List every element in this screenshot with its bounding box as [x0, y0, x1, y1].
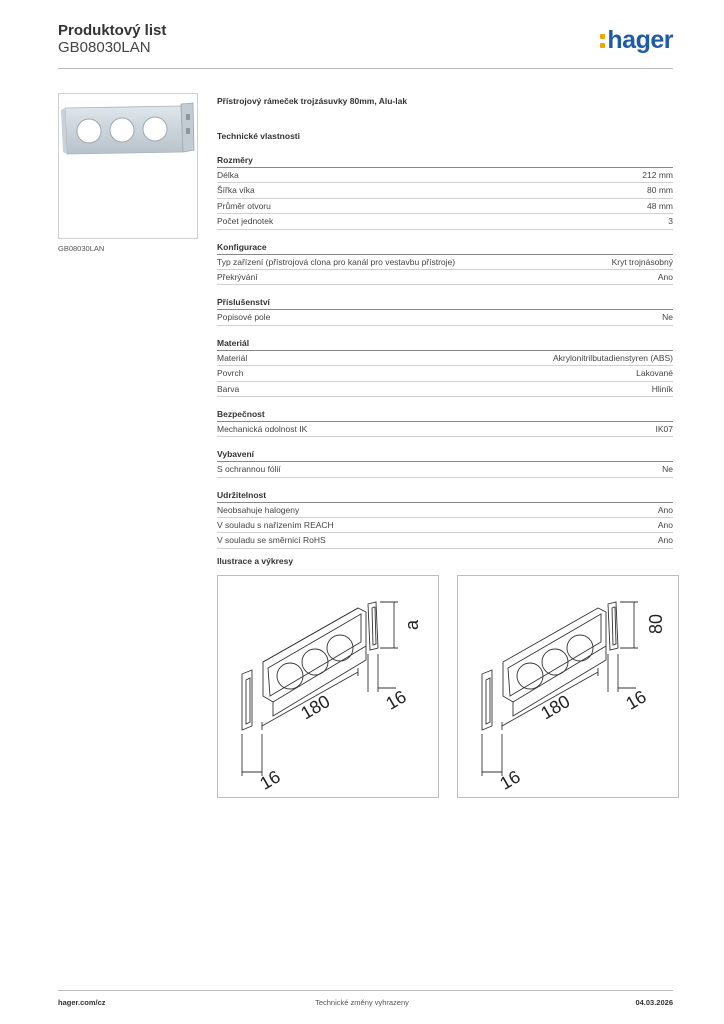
spec-value: 3 [668, 216, 673, 227]
document-title: Produktový list [58, 22, 167, 39]
spec-label: Neobsahuje halogeny [217, 504, 300, 515]
spec-value: 212 mm [642, 170, 673, 180]
spec-label: V souladu s nařízením REACH [217, 520, 334, 531]
section-title: Materiál [217, 338, 673, 351]
spec-value: 80 mm [647, 185, 673, 196]
section-sustainability [217, 490, 673, 549]
spec-value: Ano [657, 535, 673, 546]
technical-drawing-1 [217, 575, 439, 798]
illustrations-title: Ilustrace a výkresy [217, 556, 294, 566]
spec-row [217, 351, 673, 366]
spec-value: Ne [662, 312, 673, 323]
page-header [58, 22, 673, 70]
section-material [217, 338, 673, 397]
spec-label: Povrch [217, 368, 244, 379]
spec-row [217, 270, 673, 285]
spec-label: Šířka víka [217, 185, 255, 196]
spec-row [217, 168, 673, 183]
footer-date: 04.03.2026 [635, 998, 673, 1007]
product-photo [58, 93, 198, 239]
spec-content [217, 96, 673, 561]
dimension-height-label: 80 [646, 613, 666, 634]
spec-value: Ano [657, 520, 673, 531]
spec-value: Akrylonitrilbutadienstyren (ABS) [553, 352, 673, 363]
header-divider [58, 68, 673, 69]
dimension-length-label: 180 [537, 691, 574, 724]
technical-drawing-2 [457, 575, 679, 798]
spec-row [217, 533, 673, 548]
spec-label: Mechanická odolnost IK [217, 423, 308, 434]
product-name: Přístrojový rámeček trojzásuvky 80mm, Alu-lak [217, 96, 408, 106]
spec-value: Ano [657, 504, 673, 515]
section-title: Udržitelnost [217, 490, 673, 503]
section-accessories [217, 297, 673, 325]
dimension-bottom-label: 16 [496, 766, 524, 794]
spec-label: S ochrannou fólií [217, 464, 281, 475]
spec-row [217, 310, 673, 325]
spec-value: Ano [657, 271, 673, 282]
footer-divider [58, 990, 673, 991]
section-equipment [217, 449, 673, 477]
footer-website-link[interactable]: hager.com/cz [58, 998, 106, 1007]
spec-row [217, 255, 673, 270]
spec-value: Hliník [651, 383, 673, 394]
spec-row [217, 214, 673, 229]
spec-row [217, 422, 673, 437]
spec-value: Kryt trojnásobný [611, 256, 673, 267]
section-title: Příslušenství [217, 297, 673, 310]
section-title: Konfigurace [217, 242, 673, 255]
section-title: Bezpečnost [217, 409, 673, 422]
section-dimensions [217, 155, 673, 230]
spec-value: 48 mm [647, 200, 673, 211]
dimension-height-label: a [402, 619, 422, 630]
section-safety [217, 409, 673, 437]
spec-row [217, 183, 673, 198]
spec-row [217, 366, 673, 381]
dimension-side-label: 16 [622, 686, 650, 714]
spec-label: Délka [217, 170, 239, 180]
photo-caption: GB08030LAN [58, 244, 105, 253]
product-code: GB08030LAN [58, 39, 151, 56]
spec-value: Ne [662, 464, 673, 475]
spec-value: Lakované [636, 368, 673, 379]
section-configuration [217, 242, 673, 286]
spec-label: V souladu se směrnicí RoHS [217, 535, 326, 546]
spec-label: Popisové pole [217, 312, 271, 323]
spec-label: Barva [217, 383, 240, 394]
spec-value: IK07 [655, 423, 673, 434]
section-title: Rozměry [217, 155, 673, 168]
dimension-side-label: 16 [382, 686, 410, 714]
footer-note: Technické změny vyhrazeny [315, 998, 409, 1007]
logo-dots-icon [600, 32, 606, 50]
logo-text: hager [607, 26, 673, 54]
spec-row [217, 462, 673, 477]
spec-label: Typ zařízení (přístrojová clona pro kanál pro vestavbu přístroje) [217, 256, 456, 267]
spec-row [217, 503, 673, 518]
technical-properties-title: Technické vlastnosti [217, 131, 300, 141]
spec-label: Materiál [217, 352, 248, 363]
section-title: Vybavení [217, 449, 673, 462]
hager-logo [600, 26, 673, 55]
dimension-bottom-label: 16 [256, 766, 284, 794]
spec-row [217, 518, 673, 533]
spec-row [217, 382, 673, 397]
spec-label: Průměr otvoru [217, 200, 271, 211]
spec-label: Počet jednotek [217, 216, 274, 227]
dimension-length-label: 180 [297, 691, 334, 724]
spec-row [217, 199, 673, 214]
spec-label: Překrývání [217, 271, 258, 282]
